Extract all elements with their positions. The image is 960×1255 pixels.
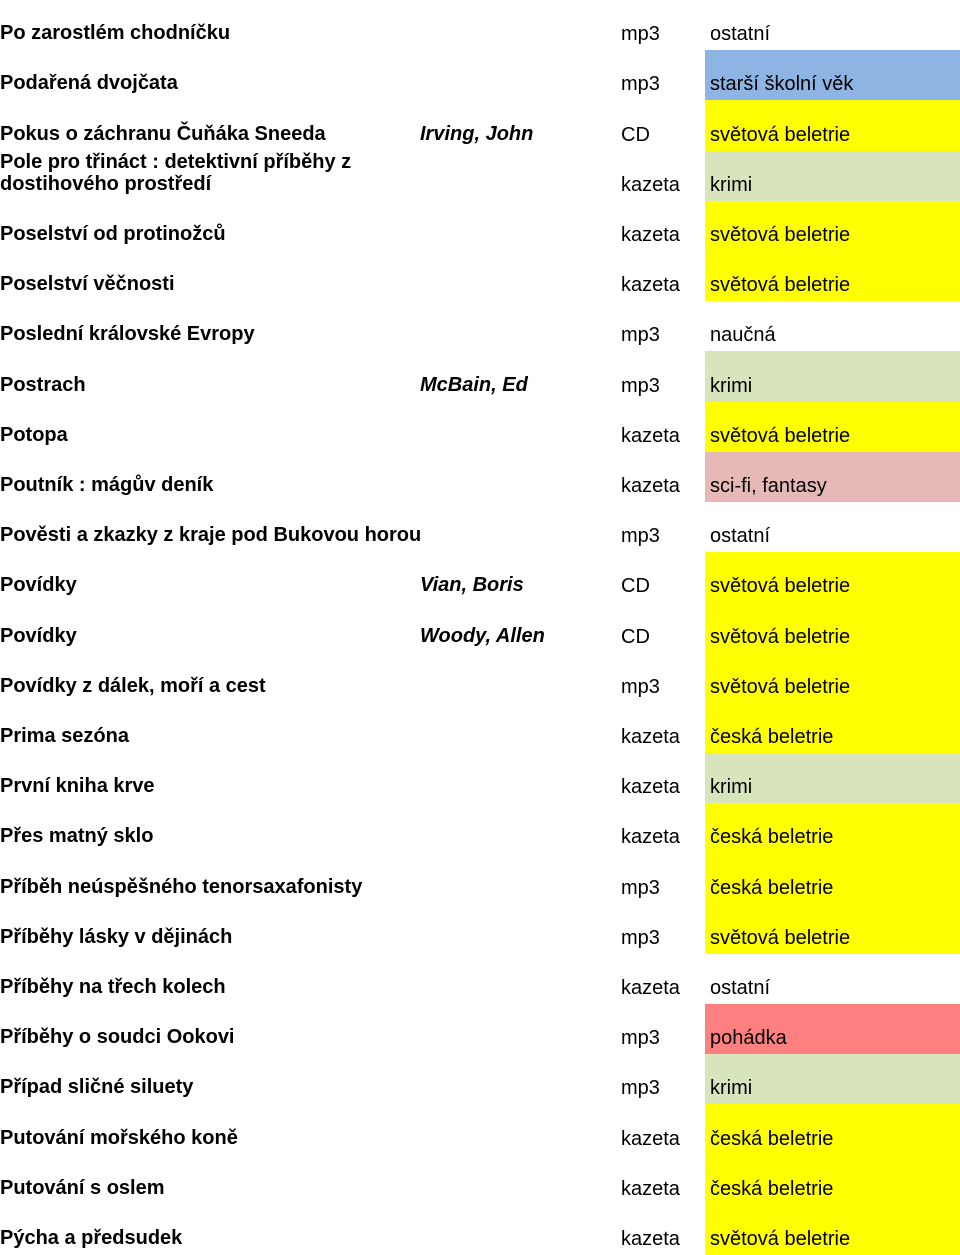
table-row — [0, 1054, 960, 1104]
author-text: Woody, Allen — [420, 624, 545, 647]
title-cell — [0, 1004, 418, 1054]
author-cell — [420, 1104, 615, 1154]
media-text: mp3 — [621, 926, 660, 949]
title-text: Podařená dvojčata — [0, 72, 178, 95]
title-text: Povídky — [0, 574, 77, 597]
media-text: mp3 — [621, 73, 660, 96]
author-text: Vian, Boris — [420, 574, 524, 597]
media-text: kazeta — [621, 274, 680, 297]
title-cell — [0, 954, 418, 1004]
title-text: Poselství věčnosti — [0, 273, 175, 296]
media-cell — [621, 100, 705, 150]
table-row — [0, 703, 960, 753]
table-row — [0, 954, 960, 1004]
title-text: Povídky — [0, 624, 77, 647]
genre-cell — [705, 1155, 960, 1205]
title-cell — [0, 1054, 418, 1104]
genre-text: světová beletrie — [710, 1227, 851, 1250]
title-cell — [0, 452, 418, 502]
genre-cell — [705, 50, 960, 100]
table-row — [0, 1205, 960, 1255]
media-text: kazeta — [621, 826, 680, 849]
media-text: kazeta — [621, 725, 680, 748]
media-cell — [621, 954, 705, 1004]
media-cell — [621, 1054, 705, 1104]
table-row — [0, 1104, 960, 1154]
media-text: kazeta — [621, 173, 680, 196]
genre-text: krimi — [710, 1077, 753, 1100]
table-row — [0, 0, 960, 50]
title-cell — [0, 803, 418, 853]
title-cell — [0, 653, 418, 703]
genre-text: krimi — [710, 776, 753, 799]
table-row — [0, 452, 960, 502]
title-cell — [0, 703, 418, 753]
table-row — [0, 904, 960, 954]
media-cell — [621, 402, 705, 452]
title-cell — [0, 201, 418, 251]
media-cell — [621, 251, 705, 301]
author-text: Irving, John — [420, 122, 534, 145]
table-row — [0, 753, 960, 803]
genre-text: ostatní — [710, 23, 771, 46]
media-text: mp3 — [621, 1027, 660, 1050]
title-text: Příběh neúspěšného tenorsaxafonisty — [0, 875, 363, 898]
title-text: První kniha krve — [0, 775, 155, 798]
genre-text: česká beletrie — [710, 876, 834, 899]
title-text: Příběhy lásky v dějinách — [0, 925, 233, 948]
author-cell — [420, 853, 615, 903]
genre-cell — [705, 1004, 960, 1054]
genre-text: světová beletrie — [710, 424, 851, 447]
title-text: Pokus o záchranu Čuňáka Sneeda — [0, 122, 326, 145]
table-row — [0, 251, 960, 301]
author-cell — [420, 904, 615, 954]
media-text: mp3 — [621, 525, 660, 548]
author-cell — [420, 1054, 615, 1104]
genre-cell — [705, 653, 960, 703]
author-cell — [420, 653, 615, 703]
author-cell — [420, 1155, 615, 1205]
media-cell — [621, 753, 705, 803]
genre-cell — [705, 1054, 960, 1104]
title-cell — [0, 351, 418, 401]
media-text: kazeta — [621, 1227, 680, 1250]
genre-text: krimi — [710, 173, 753, 196]
genre-cell — [705, 151, 960, 201]
genre-text: krimi — [710, 374, 753, 397]
table-row — [0, 1155, 960, 1205]
table-row — [0, 602, 960, 652]
media-cell — [621, 452, 705, 502]
author-cell — [420, 0, 615, 50]
genre-cell — [705, 703, 960, 753]
genre-cell — [705, 853, 960, 903]
table-row — [0, 50, 960, 100]
media-text: CD — [621, 575, 650, 598]
author-cell — [420, 552, 615, 602]
media-cell — [621, 552, 705, 602]
title-cell — [0, 301, 418, 351]
title-text: Po zarostlém chodníčku — [0, 22, 231, 45]
title-cell — [0, 552, 418, 602]
genre-cell — [705, 1104, 960, 1154]
media-text: CD — [621, 123, 650, 146]
title-text: Poslední královské Evropy — [0, 323, 255, 346]
author-cell — [420, 703, 615, 753]
table-row — [0, 201, 960, 251]
author-cell — [420, 151, 615, 201]
title-cell — [0, 251, 418, 301]
genre-cell — [705, 201, 960, 251]
genre-cell — [705, 402, 960, 452]
title-text: Příběhy o soudci Ookovi — [0, 1026, 235, 1049]
media-text: mp3 — [621, 876, 660, 899]
title-text: Pověsti a zkazky z kraje pod Bukovou horou — [0, 524, 422, 547]
author-cell — [420, 452, 615, 502]
media-text: mp3 — [621, 23, 660, 46]
title-cell — [0, 1205, 418, 1255]
media-text: mp3 — [621, 374, 660, 397]
title-cell — [0, 151, 418, 201]
media-cell — [621, 0, 705, 50]
genre-cell — [705, 954, 960, 1004]
title-text: Putování mořského koně — [0, 1126, 238, 1149]
author-cell — [420, 100, 615, 150]
title-cell — [0, 853, 418, 903]
genre-text: pohádka — [710, 1027, 787, 1050]
table-row — [0, 653, 960, 703]
title-cell — [0, 100, 418, 150]
genre-text: sci-fi, fantasy — [710, 474, 827, 497]
table-row — [0, 803, 960, 853]
title-text: Pýcha a předsudek — [0, 1226, 183, 1249]
genre-cell — [705, 301, 960, 351]
title-text: Pole pro třináct : detektivní příběhy z dostihového prostředí — [0, 150, 352, 195]
author-cell — [420, 1205, 615, 1255]
author-cell — [420, 402, 615, 452]
title-cell — [0, 1155, 418, 1205]
genre-cell — [705, 502, 960, 552]
media-text: kazeta — [621, 976, 680, 999]
title-cell — [0, 402, 418, 452]
table-row — [0, 351, 960, 401]
media-text: mp3 — [621, 1077, 660, 1100]
author-cell — [420, 301, 615, 351]
media-cell — [621, 351, 705, 401]
genre-cell — [705, 0, 960, 50]
media-cell — [621, 50, 705, 100]
title-text: Povídky z dálek, moří a cest — [0, 674, 266, 697]
author-cell — [420, 502, 615, 552]
title-cell — [0, 1104, 418, 1154]
table-row — [0, 301, 960, 351]
media-text: kazeta — [621, 1177, 680, 1200]
title-text: Přes matný sklo — [0, 825, 154, 848]
media-cell — [621, 803, 705, 853]
genre-cell — [705, 904, 960, 954]
genre-text: česká beletrie — [710, 826, 834, 849]
genre-text: ostatní — [710, 976, 771, 999]
title-text: Putování s oslem — [0, 1176, 165, 1199]
table-row — [0, 402, 960, 452]
genre-cell — [705, 1205, 960, 1255]
table-row — [0, 853, 960, 903]
media-cell — [621, 703, 705, 753]
title-cell — [0, 904, 418, 954]
media-text: CD — [621, 625, 650, 648]
genre-cell — [705, 552, 960, 602]
author-cell — [420, 351, 615, 401]
genre-text: česká beletrie — [710, 1127, 834, 1150]
table-row — [0, 100, 960, 150]
genre-cell — [705, 803, 960, 853]
title-cell — [0, 753, 418, 803]
media-text: kazeta — [621, 776, 680, 799]
media-cell — [621, 1004, 705, 1054]
genre-text: ostatní — [710, 525, 771, 548]
author-cell — [420, 201, 615, 251]
genre-cell — [705, 351, 960, 401]
genre-text: naučná — [710, 324, 776, 347]
genre-text: starší školní věk — [710, 73, 854, 96]
title-text: Poutník : mágův deník — [0, 473, 214, 496]
title-text: Poselství od protinožců — [0, 222, 226, 245]
media-cell — [621, 653, 705, 703]
media-text: kazeta — [621, 1127, 680, 1150]
table-row — [0, 502, 960, 552]
genre-cell — [705, 100, 960, 150]
title-text: Příběhy na třech kolech — [0, 975, 226, 998]
table-row — [0, 151, 960, 201]
author-cell — [420, 50, 615, 100]
title-cell — [0, 50, 418, 100]
genre-text: světová beletrie — [710, 274, 851, 297]
genre-text: česká beletrie — [710, 1177, 834, 1200]
media-cell — [621, 301, 705, 351]
media-cell — [621, 151, 705, 201]
title-text: Potopa — [0, 423, 68, 446]
title-cell — [0, 502, 422, 552]
genre-text: světová beletrie — [710, 575, 851, 598]
media-cell — [621, 602, 705, 652]
media-text: mp3 — [621, 675, 660, 698]
genre-text: světová beletrie — [710, 625, 851, 648]
table-row — [0, 1004, 960, 1054]
title-text: Prima sezóna — [0, 724, 129, 747]
author-text: McBain, Ed — [420, 373, 528, 396]
genre-cell — [705, 251, 960, 301]
title-text: Postrach — [0, 373, 86, 396]
genre-text: světová beletrie — [710, 223, 851, 246]
title-cell — [0, 0, 418, 50]
author-cell — [420, 753, 615, 803]
media-cell — [621, 1155, 705, 1205]
media-text: kazeta — [621, 223, 680, 246]
author-cell — [420, 1004, 615, 1054]
author-cell — [420, 251, 615, 301]
media-text: kazeta — [621, 424, 680, 447]
title-text: Případ sličné siluety — [0, 1076, 194, 1099]
author-cell — [420, 954, 615, 1004]
genre-text: světová beletrie — [710, 123, 851, 146]
media-cell — [621, 1205, 705, 1255]
media-cell — [621, 853, 705, 903]
media-cell — [621, 201, 705, 251]
author-cell — [420, 602, 615, 652]
table-row — [0, 552, 960, 602]
genre-cell — [705, 753, 960, 803]
media-text: kazeta — [621, 474, 680, 497]
media-cell — [621, 502, 705, 552]
title-cell — [0, 602, 418, 652]
genre-text: světová beletrie — [710, 926, 851, 949]
genre-text: světová beletrie — [710, 675, 851, 698]
media-cell — [621, 904, 705, 954]
media-cell — [621, 1104, 705, 1154]
author-cell — [420, 803, 615, 853]
genre-cell — [705, 602, 960, 652]
media-text: mp3 — [621, 324, 660, 347]
genre-text: česká beletrie — [710, 725, 834, 748]
genre-cell — [705, 452, 960, 502]
